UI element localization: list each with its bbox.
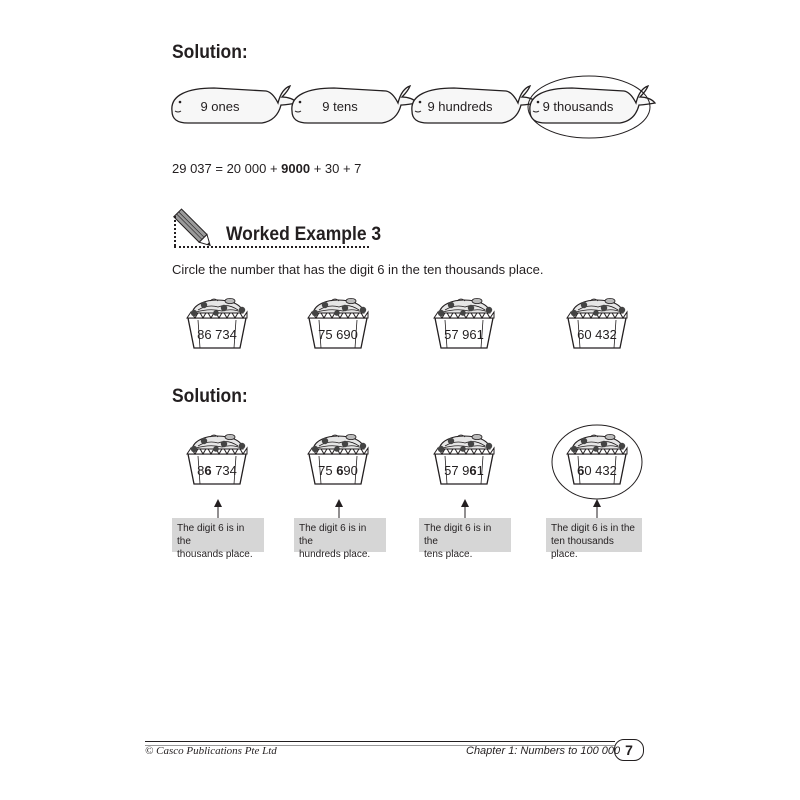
title-left-dotted — [174, 216, 176, 246]
solution-heading: Solution: — [172, 386, 248, 407]
explanation-note: The digit 6 is in the thousands place. — [172, 518, 264, 552]
answer-circle — [551, 424, 643, 500]
solution-heading: Solution: — [172, 42, 248, 63]
cupcake-number: 60 432 — [577, 327, 617, 342]
copyright-text: © Casco Publications Pte Ltd — [145, 745, 277, 757]
cupcake-solution-2 — [307, 434, 371, 486]
cupcake-number: 86 734 — [197, 327, 237, 342]
page-number-tab — [614, 739, 644, 761]
cupcake-option-3 — [433, 298, 497, 350]
explanation-note: The digit 6 is in the hundreds place. — [294, 518, 386, 552]
whale-hundreds — [408, 85, 543, 130]
cupcake-number: 57 961 — [444, 463, 484, 478]
whale-tens — [288, 85, 423, 130]
cupcake-number: 60 432 — [577, 463, 617, 478]
cupcake-number: 75 690 — [318, 463, 358, 478]
answer-circle — [527, 75, 652, 139]
page-number: 7 — [625, 742, 633, 758]
chapter-title: Chapter 1: Numbers to 100 000 — [466, 745, 621, 757]
title-underline-dotted — [174, 246, 369, 248]
footer-rule — [145, 741, 615, 742]
cupcake-number: 86 734 — [197, 463, 237, 478]
cupcake-number: 75 690 — [318, 327, 358, 342]
whale-ones — [168, 85, 303, 130]
cupcake-option-2 — [307, 298, 371, 350]
instruction-text: Circle the number that has the digit 6 in the ten thousands place. — [172, 262, 544, 277]
cupcake-solution-1 — [186, 434, 250, 486]
explanation-note: The digit 6 is in the ten thousands place. — [546, 518, 642, 552]
cupcake-option-1 — [186, 298, 250, 350]
explanation-note: The digit 6 is in the tens place. — [419, 518, 511, 552]
whale-label: 9 tens — [322, 99, 358, 114]
cupcake-option-4 — [566, 298, 630, 350]
cupcake-solution-3 — [433, 434, 497, 486]
cupcake-number: 57 961 — [444, 327, 484, 342]
whale-label: 9 hundreds — [427, 99, 493, 114]
whale-label: 9 thousands — [542, 99, 614, 114]
whale-label: 9 ones — [200, 99, 240, 114]
worked-example-title: Worked Example 3 — [226, 224, 382, 245]
place-value-equation: 29 037 = 20 000 + 9000 + 30 + 7 — [172, 161, 362, 176]
